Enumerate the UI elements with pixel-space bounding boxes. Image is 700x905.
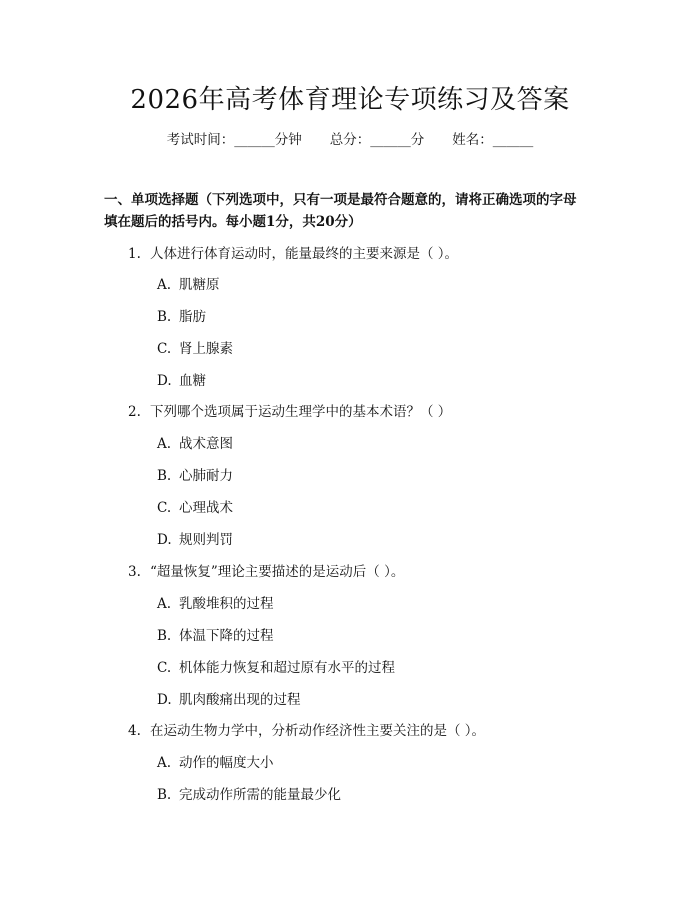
option-letter: B. <box>157 468 172 484</box>
question-text: “超量恢复”理论主要描述的是运动后（ ）。 <box>150 564 405 580</box>
option-text: 体温下降的过程 <box>179 628 274 644</box>
question-4 <box>128 721 485 741</box>
option-letter: B. <box>157 628 172 644</box>
option-letter: A. <box>157 596 172 612</box>
option-letter: D. <box>157 373 172 389</box>
question-2-option-c <box>157 498 233 518</box>
question-3-option-d <box>157 690 301 710</box>
question-3-option-c <box>157 658 395 678</box>
section-heading-line1: 一、单项选择题（下列选项中，只有一项是最符合题意的，请将正确选项的字母 <box>104 192 577 208</box>
option-text: 动作的幅度大小 <box>179 755 274 771</box>
option-letter: D. <box>157 692 172 708</box>
option-text: 战术意图 <box>179 436 233 452</box>
question-text: 下列哪个选项属于运动生理学中的基本术语？（ ） <box>150 404 452 420</box>
option-text: 肌肉酸痛出现的过程 <box>179 692 301 708</box>
question-number: 4. <box>128 723 141 739</box>
option-text: 心理战术 <box>179 500 233 516</box>
option-text: 心肺耐力 <box>179 468 233 484</box>
question-1-option-d <box>157 371 206 391</box>
question-text: 在运动生物力学中，分析动作经济性主要关注的是（ ）。 <box>150 723 486 739</box>
option-letter: C. <box>157 341 172 357</box>
question-1 <box>128 244 458 264</box>
question-2 <box>128 402 451 422</box>
option-letter: C. <box>157 660 172 676</box>
question-number: 3. <box>128 564 141 580</box>
question-1-option-b <box>157 307 206 327</box>
exam-score: 总分：______分 <box>329 132 425 148</box>
question-2-option-d <box>157 530 233 550</box>
question-3-option-b <box>157 626 274 646</box>
question-1-option-c <box>157 339 233 359</box>
question-1-option-a <box>157 275 220 295</box>
option-text: 完成动作所需的能量最少化 <box>179 787 341 803</box>
option-text: 肾上腺素 <box>179 341 233 357</box>
page-title: 2026年高考体育理论专项练习及答案 <box>130 85 570 115</box>
question-text: 人体进行体育运动时，能量最终的主要来源是（ ）。 <box>150 246 459 262</box>
option-text: 乳酸堆积的过程 <box>179 596 274 612</box>
option-letter: A. <box>157 277 172 293</box>
question-number: 2. <box>128 404 141 420</box>
option-letter: B. <box>157 787 172 803</box>
exam-time: 考试时间：______分钟 <box>166 132 302 148</box>
section-heading-line2: 填在题后的括号内。每小题1分，共20分） <box>104 214 362 230</box>
question-4-option-a <box>157 753 274 773</box>
question-4-option-b <box>157 785 341 805</box>
exam-name: 姓名：______ <box>452 132 534 148</box>
option-letter: D. <box>157 532 172 548</box>
option-text: 机体能力恢复和超过原有水平的过程 <box>179 660 395 676</box>
option-letter: B. <box>157 309 172 325</box>
exam-meta <box>0 130 700 150</box>
question-3 <box>128 562 404 582</box>
question-number: 1. <box>128 246 141 262</box>
option-text: 脂肪 <box>179 309 206 325</box>
option-text: 肌糖原 <box>179 277 220 293</box>
question-3-option-a <box>157 594 274 614</box>
option-letter: A. <box>157 755 172 771</box>
option-text: 血糖 <box>179 373 206 389</box>
question-2-option-b <box>157 466 233 486</box>
question-2-option-a <box>157 434 233 454</box>
option-letter: A. <box>157 436 172 452</box>
option-letter: C. <box>157 500 172 516</box>
option-text: 规则判罚 <box>179 532 233 548</box>
